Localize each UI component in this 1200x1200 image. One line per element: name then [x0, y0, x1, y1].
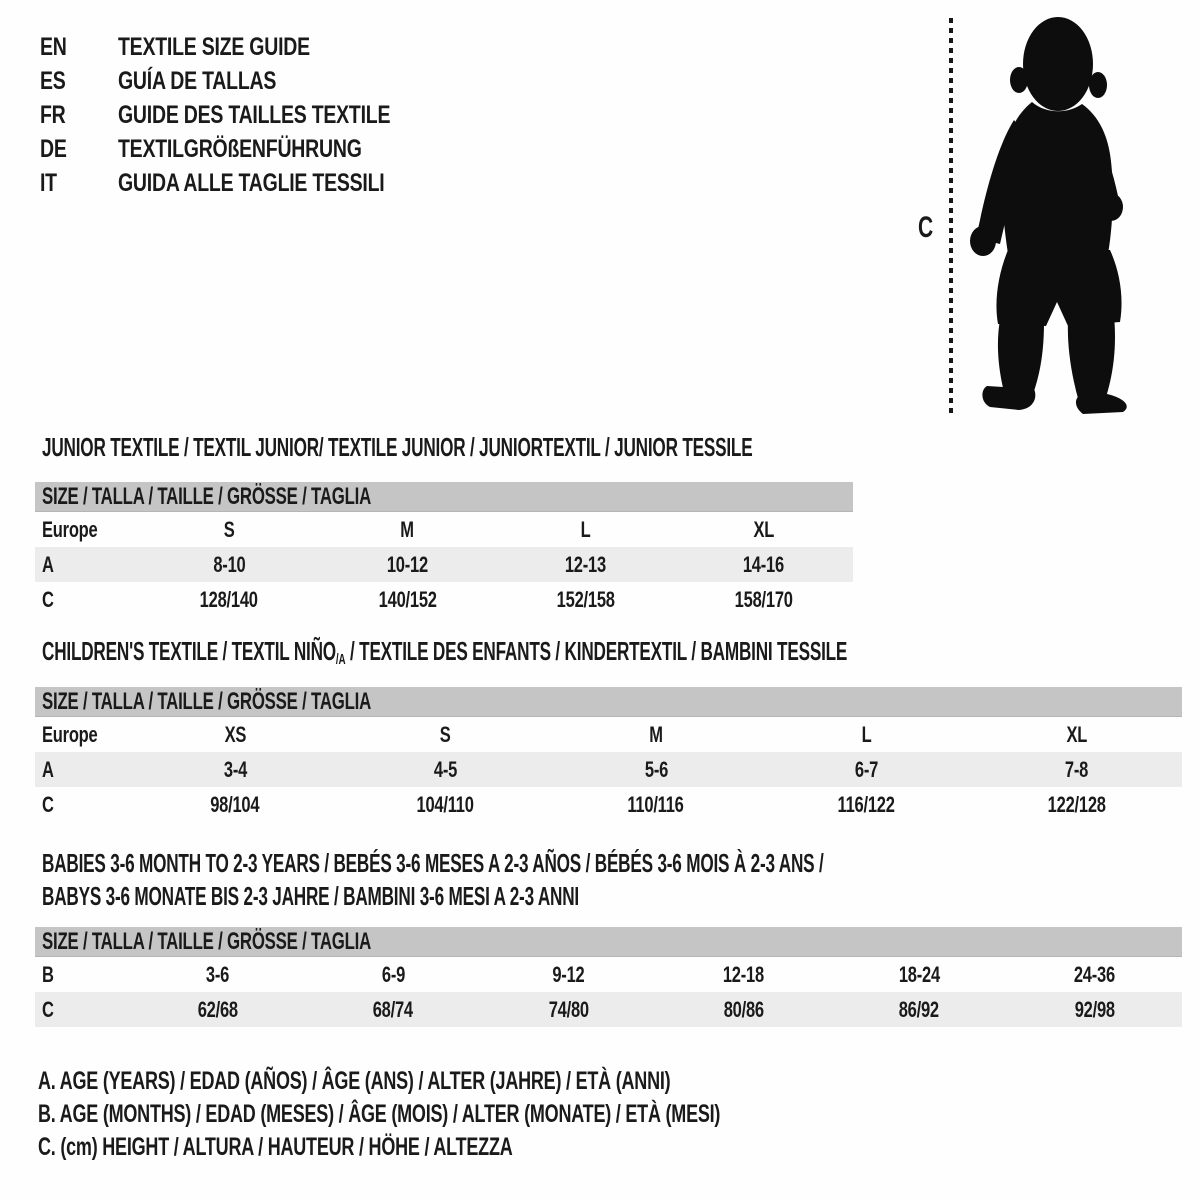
language-label: GUIDA ALLE TAGLIE TESSILI	[118, 168, 385, 197]
table-cell: 6-9	[381, 961, 405, 987]
table-cell: 92/98	[1074, 996, 1115, 1022]
table-cell: 74/80	[548, 996, 589, 1022]
language-code: IT	[40, 168, 57, 197]
table-cell: 12-18	[723, 961, 765, 987]
language-row	[40, 98, 467, 132]
table-cell: 62/68	[197, 996, 238, 1022]
table-cell: 5-6	[644, 756, 668, 782]
table-cell: S	[223, 516, 235, 542]
table-cell: 12-13	[565, 551, 607, 577]
language-label: TEXTILGRÖßENFÜHRUNG	[118, 134, 362, 163]
table-row	[35, 787, 1182, 822]
title-subscript: /A	[335, 651, 346, 668]
table-row	[35, 752, 1182, 787]
table-cell: 152/158	[556, 586, 615, 612]
table-row	[35, 717, 1182, 752]
toddler-silhouette-icon	[962, 14, 1140, 422]
table-row	[35, 957, 1182, 992]
table-row	[35, 547, 853, 582]
language-label: TEXTILE SIZE GUIDE	[118, 32, 310, 61]
height-dashed-line	[949, 18, 953, 417]
language-label: GUÍA DE TALLAS	[118, 66, 277, 95]
footnote-age-years	[38, 1068, 916, 1096]
footnote-text: C. (cm) HEIGHT / ALTURA / HAUTEUR / HÖHE / ALTEZZA	[38, 1133, 513, 1161]
row-label-cell: A	[42, 551, 54, 577]
row-label-cell: Europe	[42, 516, 98, 542]
table-cell: L	[861, 721, 872, 747]
row-label-cell: C	[42, 791, 54, 817]
language-row	[40, 30, 467, 64]
section-title-babies-line2	[42, 880, 856, 913]
table-cell: 80/86	[723, 996, 764, 1022]
table-cell: 128/140	[200, 586, 259, 612]
table-row	[35, 582, 853, 617]
row-label-cell: C	[42, 996, 54, 1022]
table-cell: 14-16	[743, 551, 785, 577]
table-cell: 116/122	[837, 791, 895, 817]
size-header-text: SIZE / TALLA / TAILLE / GRÖSSE / TAGLIA	[42, 687, 372, 715]
table-cell: XL	[753, 516, 775, 542]
table-cell: M	[400, 516, 415, 542]
table-cell: 104/110	[417, 791, 475, 817]
footnote-height-cm	[38, 1134, 697, 1162]
size-table-junior	[35, 482, 853, 617]
section-title-babies-text2: BABYS 3-6 MONATE BIS 2-3 JAHRE / BAMBINI 3-6 MESI A 2-3 ANNI	[42, 881, 580, 911]
size-table-header	[35, 687, 1182, 717]
table-rows-junior	[35, 512, 853, 617]
table-cell: 3-6	[206, 961, 230, 987]
language-row	[40, 132, 467, 166]
table-cell: 24-36	[1073, 961, 1115, 987]
row-label-cell: B	[42, 961, 54, 987]
footnote-text: A. AGE (YEARS) / EDAD (AÑOS) / ÂGE (ANS) / ALTER (JAHRE) / ETÀ (ANNI)	[38, 1067, 671, 1095]
size-header-text: SIZE / TALLA / TAILLE / GRÖSSE / TAGLIA	[42, 482, 372, 510]
table-cell: L	[580, 516, 591, 542]
row-label-cell: Europe	[42, 721, 98, 747]
table-cell: 4-5	[434, 756, 458, 782]
table-cell: M	[649, 721, 663, 747]
language-label: GUIDE DES TAILLES TEXTILE	[118, 100, 391, 129]
size-header-text: SIZE / TALLA / TAILLE / GRÖSSE / TAGLIA	[42, 927, 372, 955]
table-cell: 6-7	[854, 756, 878, 782]
section-title-junior	[42, 431, 1118, 464]
table-cell: XS	[224, 721, 246, 747]
section-title-junior-text: JUNIOR TEXTILE / TEXTIL JUNIOR/ TEXTILE JUNIOR / JUNIORTEXTIL / JUNIOR TESSILE	[42, 432, 753, 462]
table-cell: 140/152	[378, 586, 437, 612]
language-code: ES	[40, 66, 66, 95]
footnote-text: B. AGE (MONTHS) / EDAD (MESES) / ÂGE (MOIS) / ALTER (MONATE) / ETÀ (MESI)	[38, 1100, 721, 1128]
table-rows-children	[35, 717, 1182, 822]
table-cell: XL	[1066, 721, 1088, 747]
section-title-children	[42, 635, 1200, 676]
table-cell: 7-8	[1065, 756, 1089, 782]
table-cell: 8-10	[213, 551, 246, 577]
size-table-children	[35, 687, 1182, 822]
table-cell: 98/104	[210, 791, 260, 817]
table-cell: 110/116	[627, 791, 685, 817]
table-cell: 10-12	[386, 551, 428, 577]
language-code: EN	[40, 32, 67, 61]
table-cell: 9-12	[552, 961, 585, 987]
size-table-babies	[35, 927, 1182, 1027]
row-label-cell: A	[42, 756, 54, 782]
footnote-age-months	[38, 1101, 986, 1129]
table-cell: 3-4	[223, 756, 247, 782]
table-cell: 158/170	[734, 586, 793, 612]
section-title-children-text: CHILDREN'S TEXTILE / TEXTIL $NIÑO_{/A}$ / TEXTILE DES ENFANTS / KINDERTEXTIL / BAMBINI TESSILE	[42, 636, 848, 668]
height-measure-label: C	[918, 211, 933, 244]
table-rows-babies	[35, 957, 1182, 1027]
section-title-babies-line1	[42, 847, 1200, 880]
language-row	[40, 64, 467, 98]
table-cell: S	[440, 721, 451, 747]
language-row	[40, 166, 467, 200]
language-code: DE	[40, 134, 67, 163]
table-cell: 68/74	[372, 996, 414, 1022]
table-cell: 18-24	[898, 961, 940, 987]
row-label-cell: C	[42, 586, 54, 612]
table-row	[35, 992, 1182, 1027]
table-cell: 122/128	[1047, 791, 1106, 817]
language-title-list	[40, 30, 467, 200]
table-row	[35, 512, 853, 547]
language-code: FR	[40, 100, 66, 129]
height-measure-label-wrap	[918, 213, 939, 243]
size-table-header	[35, 482, 853, 512]
size-table-header	[35, 927, 1182, 957]
table-cell: 86/92	[898, 996, 940, 1022]
section-title-babies-text1: BABIES 3-6 MONTH TO 2-3 YEARS / BEBÉS 3-6 MESES A 2-3 AÑOS / BÉBÉS 3-6 MOIS À 2-3 ANS /	[42, 848, 824, 878]
